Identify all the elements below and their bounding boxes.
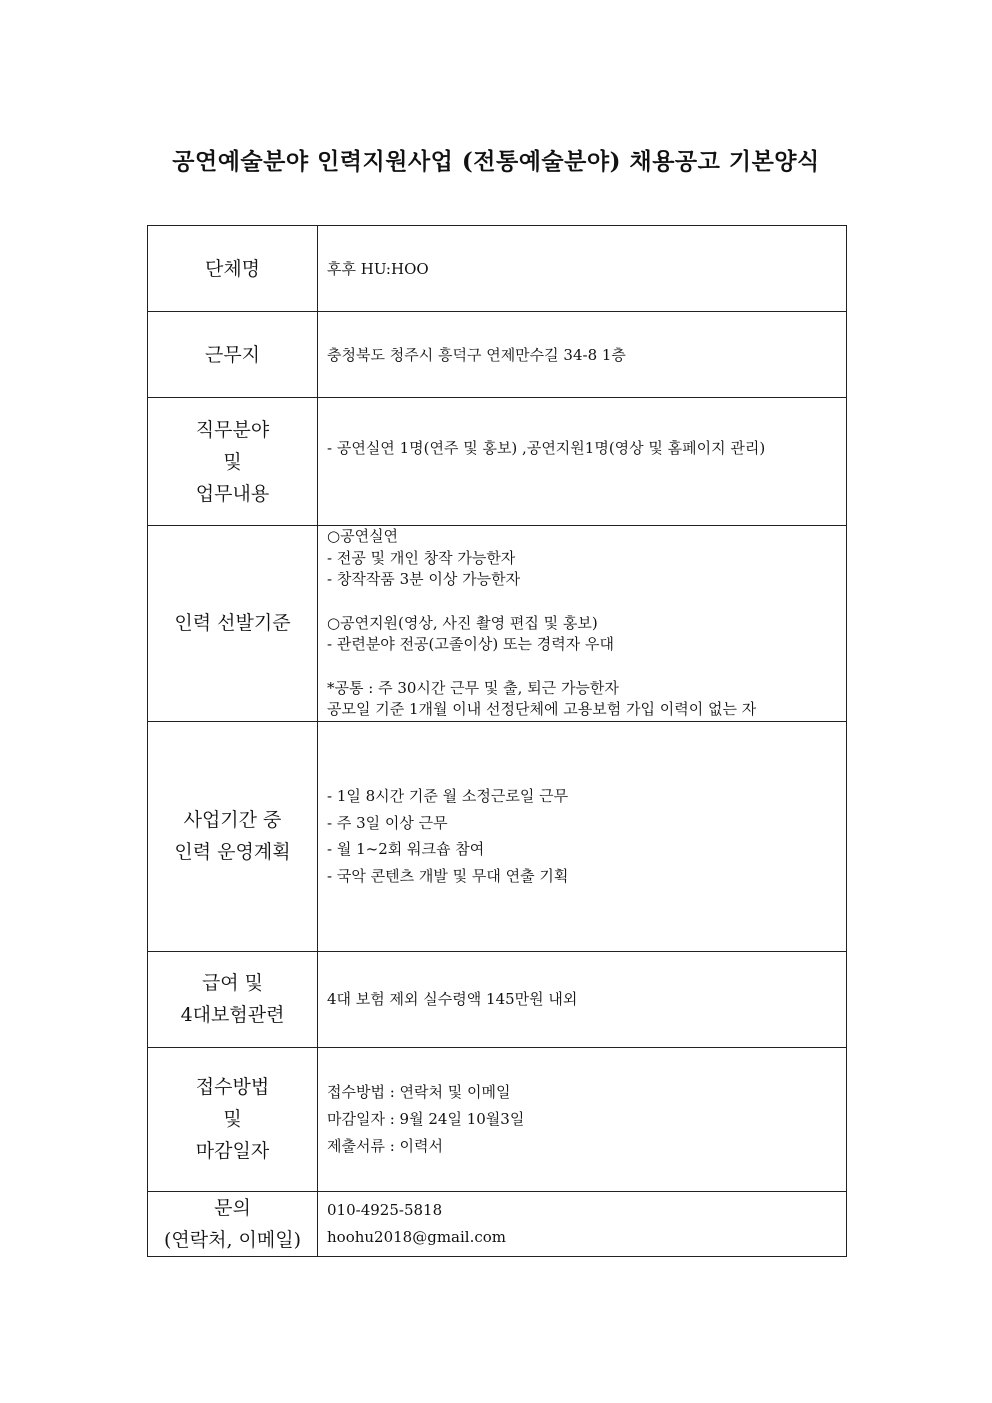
contact-email: hoohu2018@gmail.com (327, 1227, 507, 1246)
label-organization (148, 226, 318, 312)
label-criteria-text: 인력 선발기준 (174, 612, 291, 635)
criteria-support-heading: ○공연지원(영상, 사진 촬영 편집 및 홍보) (327, 613, 598, 632)
spacer (327, 656, 842, 678)
label-operation-line-1: 사업기간 중 (183, 809, 282, 831)
table-row-application (148, 1047, 847, 1191)
value-salary (318, 951, 847, 1047)
job-posting-form-table (147, 225, 847, 1257)
value-organization (318, 226, 847, 312)
label-salary-line-1: 급여 및 (201, 972, 264, 994)
table-row-salary (148, 951, 847, 1047)
label-inquiry-line-1: 문의 (214, 1196, 251, 1219)
workplace-address: 충청북도 청주시 흥덕구 연제만수길 34-8 1층 (327, 345, 626, 364)
label-inquiry (148, 1191, 318, 1256)
criteria-performer-heading: ○공연실연 (327, 527, 399, 545)
criteria-common-line-2: 공모일 기준 1개월 이내 선정단체에 고용보험 가입 이력이 없는 자 (327, 700, 757, 718)
operation-item-3: - 월 1~2회 워크숍 참여 (327, 840, 485, 858)
label-inquiry-line-2: (연락처, 이메일) (163, 1228, 302, 1251)
label-workplace-text: 근무지 (204, 343, 261, 366)
value-duties (318, 398, 847, 526)
label-application-line-3: 마감일자 (195, 1140, 270, 1162)
duties-description: - 공연실연 1명(연주 및 홍보) ,공연지원1명(영상 및 홈페이지 관리) (327, 439, 766, 457)
table-row-inquiry (148, 1191, 847, 1256)
label-organization-text: 단체명 (204, 257, 261, 280)
label-criteria (148, 526, 318, 722)
label-application-line-1: 접수방법 (195, 1076, 270, 1098)
table-row-workplace (148, 312, 847, 398)
table-row-criteria (148, 526, 847, 722)
application-documents: 제출서류 : 이력서 (327, 1136, 444, 1155)
label-operation-line-2: 인력 운영계획 (174, 841, 291, 863)
table-row-organization (148, 226, 847, 312)
label-duties-line-2: 및 (223, 450, 242, 473)
criteria-support-item-1: - 관련분야 전공(고졸이상) 또는 경력자 우대 (327, 635, 614, 653)
operation-item-2: - 주 3일 이상 근무 (327, 813, 448, 832)
spacer (327, 591, 842, 613)
label-operation (148, 721, 318, 951)
salary-description: 4대 보험 제외 실수령액 145만원 내외 (327, 990, 578, 1008)
value-workplace (318, 312, 847, 398)
label-application (148, 1047, 318, 1191)
organization-name: 후후 HU:HOO (327, 259, 429, 278)
operation-item-4: - 국악 콘텐츠 개발 및 무대 연출 기획 (327, 866, 569, 885)
table-row-operation (148, 721, 847, 951)
criteria-common-line-1: *공통 : 주 30시간 근무 및 출, 퇴근 가능한자 (327, 678, 619, 697)
criteria-performer-item-1: - 전공 및 개인 창작 가능한자 (327, 548, 516, 567)
operation-item-1: - 1일 8시간 기준 월 소정근로일 근무 (327, 787, 569, 805)
value-application (318, 1047, 847, 1191)
label-salary (148, 951, 318, 1047)
label-workplace (148, 312, 318, 398)
page-title: 공연예술분야 인력지원사업 (전통예술분야) 채용공고 기본양식 (172, 148, 820, 175)
application-deadline: 마감일자 : 9월 24일 10월3일 (327, 1109, 525, 1128)
label-salary-line-2: 4대보험관련 (180, 1004, 285, 1026)
application-method: 접수방법 : 연락처 및 이메일 (327, 1082, 511, 1101)
value-criteria (318, 526, 847, 722)
table-row-duties (148, 398, 847, 526)
value-operation (318, 721, 847, 951)
value-inquiry (318, 1191, 847, 1256)
criteria-performer-item-2: - 창작작품 3분 이상 가능한자 (327, 570, 521, 588)
label-duties-line-3: 업무내용 (195, 482, 270, 505)
label-duties (148, 398, 318, 526)
label-duties-line-1: 직무분야 (195, 418, 270, 441)
contact-phone: 010-4925-5818 (327, 1200, 443, 1219)
label-application-line-2: 및 (223, 1108, 242, 1130)
